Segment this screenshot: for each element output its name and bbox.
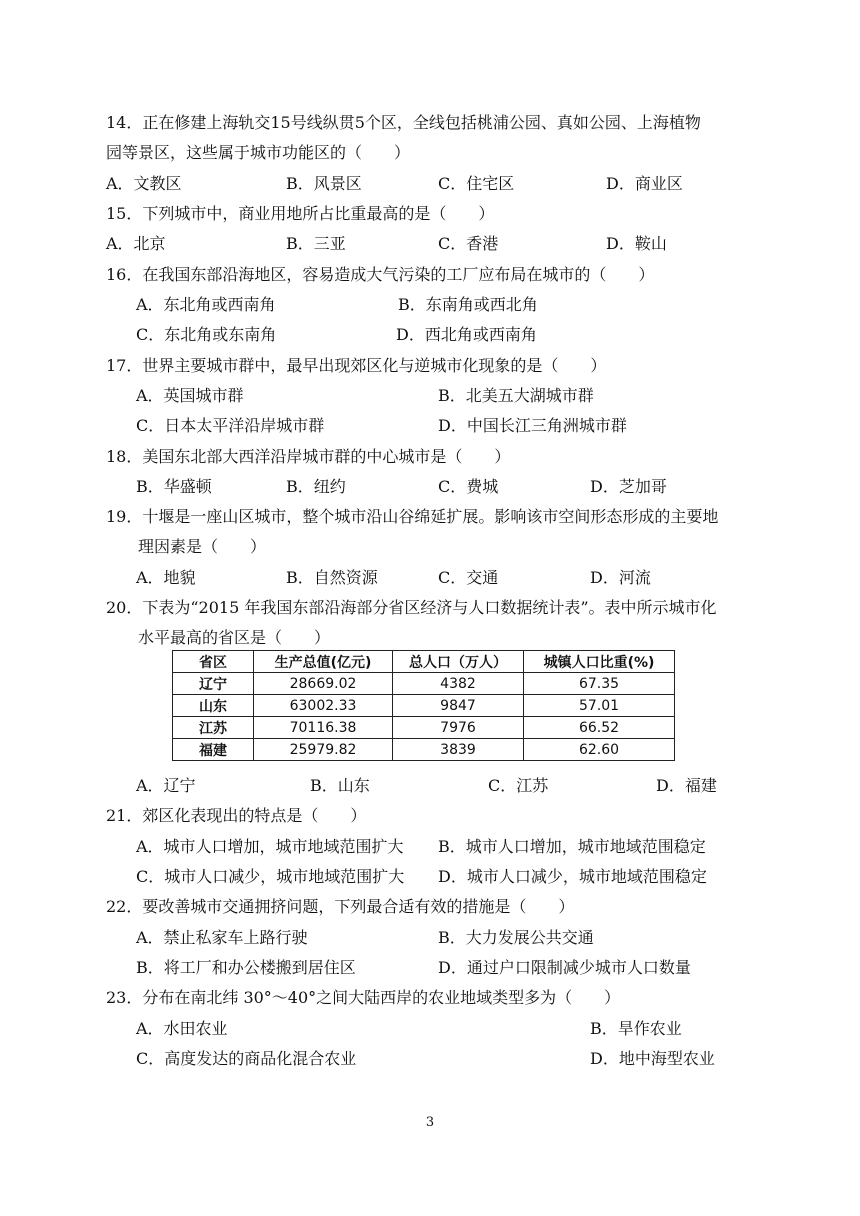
- q15-option-d: D．鞍山: [606, 234, 667, 253]
- q22-option-a: A．禁止私家车上路行驶: [136, 928, 308, 947]
- q20-option-c: C．江苏: [488, 776, 549, 795]
- q18-option-2: B．纽约: [286, 477, 346, 496]
- table-cell: 67.35: [524, 673, 675, 695]
- q23-option-a: A．水田农业: [136, 1019, 228, 1038]
- q16-option-d: D．西北角或西南角: [396, 325, 537, 344]
- table-cell: 江苏: [173, 717, 254, 739]
- q17-option-a: A．英国城市群: [136, 386, 244, 405]
- table-header-row: [173, 651, 675, 673]
- q14-stem-line2: 园等景区，这些属于城市功能区的（ ）: [106, 143, 411, 162]
- q16-option-a: A．东北角或西南角: [136, 295, 276, 314]
- q15-option-c: C．香港: [438, 234, 499, 253]
- q21-option-a: A．城市人口增加，城市地域范围扩大: [136, 837, 404, 856]
- q15-option-a: A．北京: [106, 234, 166, 253]
- table-cell: 7976: [393, 717, 524, 739]
- q17-stem: 17．世界主要城市群中，最早出现郊区化与逆城市化现象的是（ ）: [106, 356, 607, 375]
- q19-option-c: C．交通: [438, 568, 499, 587]
- q23-option-b: B．旱作农业: [590, 1019, 682, 1038]
- q22-option-b: B．大力发展公共交通: [438, 928, 594, 947]
- q18-option-3: C．费城: [438, 477, 499, 496]
- q23-stem: 23．分布在南北纬 30°～40°之间大陆西岸的农业地域类型多为（ ）: [106, 988, 621, 1007]
- table-cell: 63002.33: [254, 695, 393, 717]
- q23-option-c: C．高度发达的商品化混合农业: [136, 1049, 357, 1068]
- q18-option-4: D．芝加哥: [590, 477, 667, 496]
- q18-option-1: B．华盛顿: [136, 477, 212, 496]
- q20-option-d: D．福建: [656, 776, 717, 795]
- q22-option-c: B．将工厂和办公楼搬到居住区: [136, 958, 356, 977]
- q16-option-c: C．东北角或东南角: [136, 325, 277, 344]
- q16-option-b: B．东南角或西北角: [398, 295, 538, 314]
- table-cell: 山东: [173, 695, 254, 717]
- table-cell: 28669.02: [254, 673, 393, 695]
- table-header-cell: 城镇人口比重(%): [524, 651, 675, 673]
- q20-stem-line1: 20．下表为“2015 年我国东部沿海部分省区经济与人口数据统计表”。表中所示城市化: [106, 598, 717, 617]
- q23-option-d: D．地中海型农业: [590, 1049, 715, 1068]
- economy-population-table: [172, 650, 675, 761]
- q14-option-b: B．风景区: [286, 174, 362, 193]
- q21-option-c: C．城市人口减少，城市地域范围扩大: [136, 867, 405, 886]
- page-number: 3: [425, 1115, 435, 1130]
- table-header-cell: 生产总值(亿元): [254, 651, 393, 673]
- table-cell: 3839: [393, 739, 524, 761]
- q15-option-b: B．三亚: [286, 234, 346, 253]
- q19-option-d: D．河流: [590, 568, 651, 587]
- table-row: [173, 739, 675, 761]
- q15-stem: 15．下列城市中，商业用地所占比重最高的是（ ）: [106, 204, 495, 223]
- table-cell: 9847: [393, 695, 524, 717]
- table-row: [173, 717, 675, 739]
- table-header-cell: 省区: [173, 651, 254, 673]
- table-cell: 70116.38: [254, 717, 393, 739]
- q22-option-d: D．通过户口限制减少城市人口数量: [438, 958, 691, 977]
- table-cell: 62.60: [524, 739, 675, 761]
- q21-stem: 21．郊区化表现出的特点是（ ）: [106, 806, 367, 825]
- table-cell: 66.52: [524, 717, 675, 739]
- table-row: [173, 673, 675, 695]
- table-cell: 57.01: [524, 695, 675, 717]
- q14-option-d: D．商业区: [606, 174, 683, 193]
- q22-stem: 22．要改善城市交通拥挤问题，下列最合适有效的措施是（ ）: [106, 897, 575, 916]
- table-cell: 辽宁: [173, 673, 254, 695]
- q14-option-a: A．文教区: [106, 174, 182, 193]
- q20-stem-line2: 水平最高的省区是（ ）: [138, 628, 331, 647]
- q20-option-a: A．辽宁: [136, 776, 196, 795]
- table-cell: 25979.82: [254, 739, 393, 761]
- q17-option-c: C．日本太平洋沿岸城市群: [136, 416, 325, 435]
- q17-option-d: D．中国长江三角洲城市群: [438, 416, 627, 435]
- table-cell: 4382: [393, 673, 524, 695]
- q19-stem-line2: 理因素是（ ）: [138, 537, 267, 556]
- q19-stem-line1: 19．十堰是一座山区城市，整个城市沿山谷绵延扩展。影响该市空间形态形成的主要地: [106, 507, 719, 526]
- q18-stem: 18．美国东北部大西洋沿岸城市群的中心城市是（ ）: [106, 447, 511, 466]
- table-row: [173, 695, 675, 717]
- q21-option-d: D．城市人口减少，城市地域范围稳定: [438, 867, 707, 886]
- q16-stem: 16．在我国东部沿海地区，容易造成大气污染的工厂应布局在城市的（ ）: [106, 265, 655, 284]
- q19-option-b: B．自然资源: [286, 568, 378, 587]
- q19-option-a: A．地貌: [136, 568, 196, 587]
- q17-option-b: B．北美五大湖城市群: [438, 386, 594, 405]
- table-header-cell: 总人口（万人）: [393, 651, 524, 673]
- q21-option-b: B．城市人口增加，城市地域范围稳定: [438, 837, 706, 856]
- q14-option-c: C．住宅区: [438, 174, 515, 193]
- table-cell: 福建: [173, 739, 254, 761]
- q14-stem-line1: 14．正在修建上海轨交15号线纵贯5个区，全线包括桃浦公园、真如公园、上海植物: [106, 113, 701, 132]
- q20-option-b: B．山东: [310, 776, 370, 795]
